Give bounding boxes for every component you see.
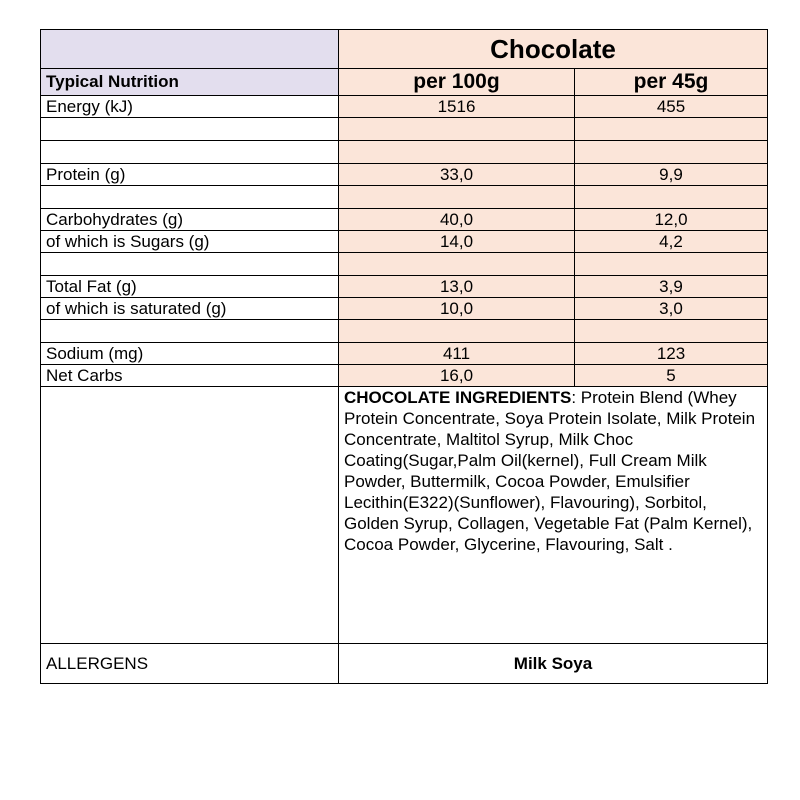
ingredients-heading: CHOCOLATE INGREDIENTS xyxy=(344,388,572,407)
spacer-cell xyxy=(41,253,339,276)
value-per-45g: 4,2 xyxy=(575,231,768,253)
spacer-cell xyxy=(575,253,768,276)
spacer-cell xyxy=(339,253,575,276)
value-per-100g: 16,0 xyxy=(339,365,575,387)
value-per-100g: 40,0 xyxy=(339,209,575,231)
table-row-total-fat xyxy=(41,276,768,298)
ingredients-blank-cell xyxy=(41,387,339,644)
row-label: of which is Sugars (g) xyxy=(41,231,339,253)
row-label: Protein (g) xyxy=(41,164,339,186)
spacer-row xyxy=(41,141,768,164)
value-per-45g: 12,0 xyxy=(575,209,768,231)
table-row-sugars xyxy=(41,231,768,253)
nutrition-table xyxy=(40,29,768,684)
value-per-45g: 3,9 xyxy=(575,276,768,298)
spacer-row xyxy=(41,253,768,276)
ingredients-text xyxy=(339,387,768,644)
spacer-row xyxy=(41,320,768,343)
table-row-net-carbs xyxy=(41,365,768,387)
table-row-energy xyxy=(41,96,768,118)
row-label: of which is saturated (g) xyxy=(41,298,339,320)
spacer-cell xyxy=(575,141,768,164)
row-label: Total Fat (g) xyxy=(41,276,339,298)
header-blank-cell xyxy=(41,30,339,69)
spacer-row xyxy=(41,118,768,141)
spacer-cell xyxy=(339,118,575,141)
allergens-row xyxy=(41,644,768,684)
ingredients-row xyxy=(41,387,768,644)
spacer-cell xyxy=(575,118,768,141)
ingredients-list: : Protein Blend (Whey Protein Concentrate, Soya Protein Isolate, Milk Protein Concentrate, Maltitol Syrup, Milk Choc Coating(Sugar,Palm Oil(kernel), Full Cream Milk Powder, Buttermilk, Cocoa Powder, Emulsifier Lecithin(E322)(Sunflower), Flavouring), Sorbitol, Golden Syrup, Collagen, Vegetable Fat (Palm Kernel), Cocoa Powder, Glycerine, Flavouring, Salt . xyxy=(344,388,756,554)
column-header-row xyxy=(41,69,768,96)
table-row-saturated xyxy=(41,298,768,320)
spacer-cell xyxy=(41,320,339,343)
value-per-100g: 13,0 xyxy=(339,276,575,298)
value-per-45g: 3,0 xyxy=(575,298,768,320)
spacer-cell xyxy=(41,186,339,209)
per-45g-header: per 45g xyxy=(575,69,768,96)
spacer-cell xyxy=(339,320,575,343)
spacer-cell xyxy=(339,141,575,164)
spacer-cell xyxy=(575,320,768,343)
value-per-100g: 1516 xyxy=(339,96,575,118)
table-row-protein xyxy=(41,164,768,186)
value-per-100g: 33,0 xyxy=(339,164,575,186)
row-label: Carbohydrates (g) xyxy=(41,209,339,231)
row-label: Sodium (mg) xyxy=(41,343,339,365)
allergens-label: ALLERGENS xyxy=(41,644,339,684)
value-per-45g: 9,9 xyxy=(575,164,768,186)
value-per-100g: 411 xyxy=(339,343,575,365)
spacer-cell xyxy=(41,141,339,164)
table-row-carbohydrates xyxy=(41,209,768,231)
spacer-row xyxy=(41,186,768,209)
row-label: Net Carbs xyxy=(41,365,339,387)
value-per-45g: 5 xyxy=(575,365,768,387)
per-100g-header: per 100g xyxy=(339,69,575,96)
value-per-45g: 455 xyxy=(575,96,768,118)
spacer-cell xyxy=(575,186,768,209)
value-per-45g: 123 xyxy=(575,343,768,365)
flavour-title: Chocolate xyxy=(339,30,768,69)
row-label: Energy (kJ) xyxy=(41,96,339,118)
typical-nutrition-label: Typical Nutrition xyxy=(41,69,339,96)
value-per-100g: 14,0 xyxy=(339,231,575,253)
title-row xyxy=(41,30,768,69)
allergens-value: Milk Soya xyxy=(339,644,768,684)
value-per-100g: 10,0 xyxy=(339,298,575,320)
spacer-cell xyxy=(41,118,339,141)
spacer-cell xyxy=(339,186,575,209)
table-row-sodium xyxy=(41,343,768,365)
